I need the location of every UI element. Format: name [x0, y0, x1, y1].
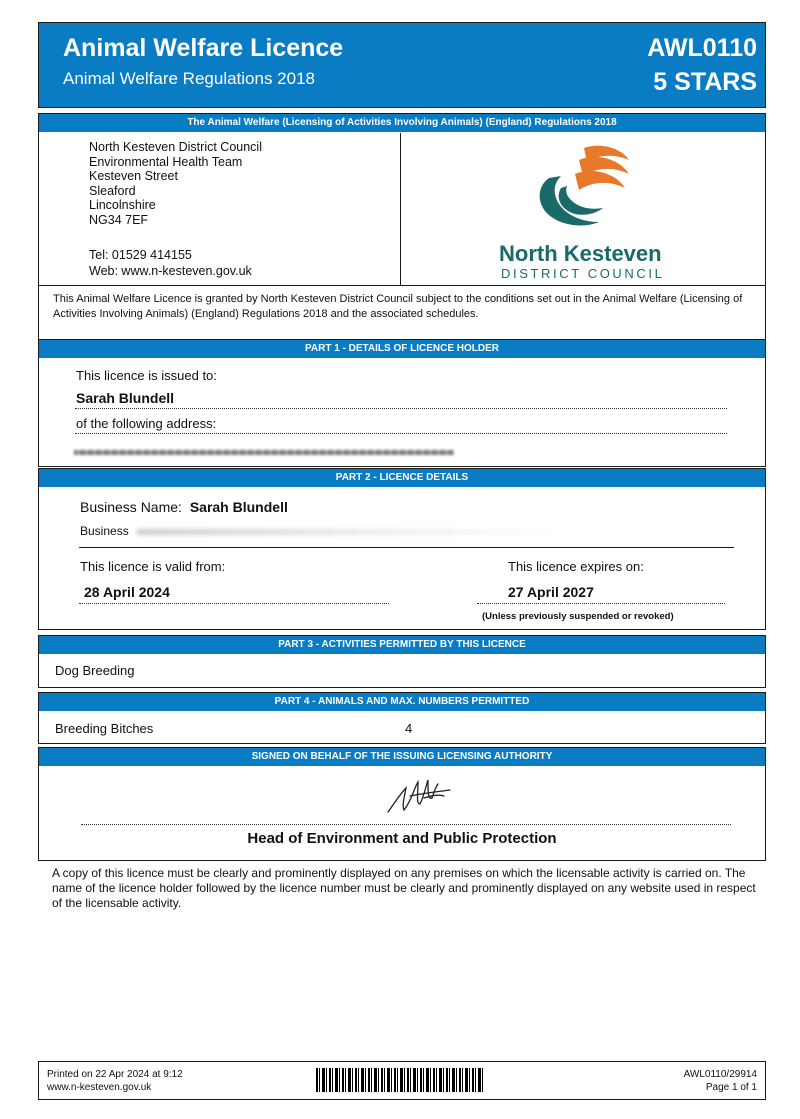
page-number: Page 1 of 1 [705, 1082, 757, 1093]
redacted-business-address [137, 529, 557, 535]
printed-date: Printed on 22 Apr 2024 at 9:12 [47, 1069, 183, 1080]
signature-line [81, 824, 731, 825]
expires-date: 27 April 2027 [508, 584, 594, 600]
council-section [38, 113, 766, 341]
licence-code: AWL0110 [647, 34, 757, 62]
document-reference: AWL0110/29914 [683, 1069, 757, 1080]
valid-from-line [79, 603, 389, 604]
footer-left [47, 1068, 183, 1094]
redacted-address [74, 450, 454, 455]
holder-name: Sarah Blundell [76, 390, 175, 406]
expires-line [477, 603, 725, 604]
regulation-bar: The Animal Welfare (Licensing of Activities Involving Animals) (England) Regulations 2018 [39, 114, 765, 132]
address-line: North Kesteven District Council [89, 140, 262, 154]
page-footer [38, 1061, 766, 1100]
part4-heading: PART 4 - ANIMALS AND MAX. NUMBERS PERMITTED [39, 693, 765, 711]
signatory-role: Head of Environment and Public Protection [247, 830, 557, 847]
part1-heading: PART 1 - DETAILS OF LICENCE HOLDER [39, 340, 765, 358]
display-notice: A copy of this licence must be clearly and prominently displayed on any premises on which the licensable activity is carried on. The name of the licence holder followed by the licence number must be clearly and prominently displayed on any website used in respect of the licensable activity. [52, 866, 756, 910]
council-logo-name: North Kesteven [499, 241, 662, 266]
business-rule [79, 547, 734, 548]
signature-section [38, 747, 766, 861]
council-address [89, 140, 262, 227]
issued-to-label: This licence is issued to: [76, 368, 217, 383]
address-line: Sleaford [89, 183, 136, 198]
council-web: Web: www.n-kesteven.gov.uk [89, 264, 252, 278]
business-name-row [80, 499, 288, 515]
grant-statement: This Animal Welfare Licence is granted by North Kesteven District Council subject to the conditions set out in the Animal Welfare (Licensing of Activities Involving Animals) (England) Regulations 2018 and the associated schedules. [53, 293, 743, 320]
column-divider [400, 133, 401, 285]
animal-type: Breeding Bitches [55, 721, 154, 736]
council-contact [89, 247, 252, 279]
footer-website: www.n-kesteven.gov.uk [47, 1082, 152, 1093]
address-line: NG34 7EF [89, 212, 149, 227]
part1-section [38, 339, 766, 467]
licence-title: Animal Welfare Licence [63, 34, 344, 62]
valid-from-label: This licence is valid from: [80, 559, 226, 574]
address-label: of the following address: [76, 416, 217, 431]
part2-section [38, 468, 766, 630]
name-line [75, 408, 727, 409]
activity-item: Dog Breeding [55, 663, 135, 678]
business-address-label: Business [80, 524, 129, 538]
licence-header [38, 22, 766, 108]
business-name: Sarah Blundell [189, 499, 288, 515]
footer-right [684, 1068, 757, 1094]
signature-icon [384, 774, 454, 816]
licence-subtitle: Animal Welfare Regulations 2018 [63, 69, 315, 88]
expires-label: This licence expires on: [508, 559, 644, 574]
address-line: Lincolnshire [89, 198, 156, 212]
signature-heading: SIGNED ON BEHALF OF THE ISSUING LICENSING AUTHORITY [39, 748, 765, 766]
star-rating: 5 STARS [653, 68, 757, 96]
business-name-label: Business Name: [80, 499, 182, 515]
section-divider [39, 285, 765, 286]
council-tel: Tel: 01529 414155 [89, 248, 192, 262]
part2-heading: PART 2 - LICENCE DETAILS [39, 469, 765, 487]
max-number: 4 [405, 721, 413, 736]
address-line: Environmental Health Team [89, 154, 243, 169]
part3-section [38, 635, 766, 688]
address-line: Kesteven Street [89, 169, 178, 183]
part3-heading: PART 3 - ACTIVITIES PERMITTED BY THIS LICENCE [39, 636, 765, 654]
part4-section [38, 692, 766, 744]
barcode [316, 1068, 484, 1092]
council-logo-icon [529, 138, 639, 230]
expires-note: (Unless previously suspended or revoked) [482, 611, 674, 622]
address-line-rule [75, 433, 727, 434]
valid-from-date: 28 April 2024 [84, 584, 170, 600]
council-logo-tagline: DISTRICT COUNCIL [501, 266, 665, 281]
